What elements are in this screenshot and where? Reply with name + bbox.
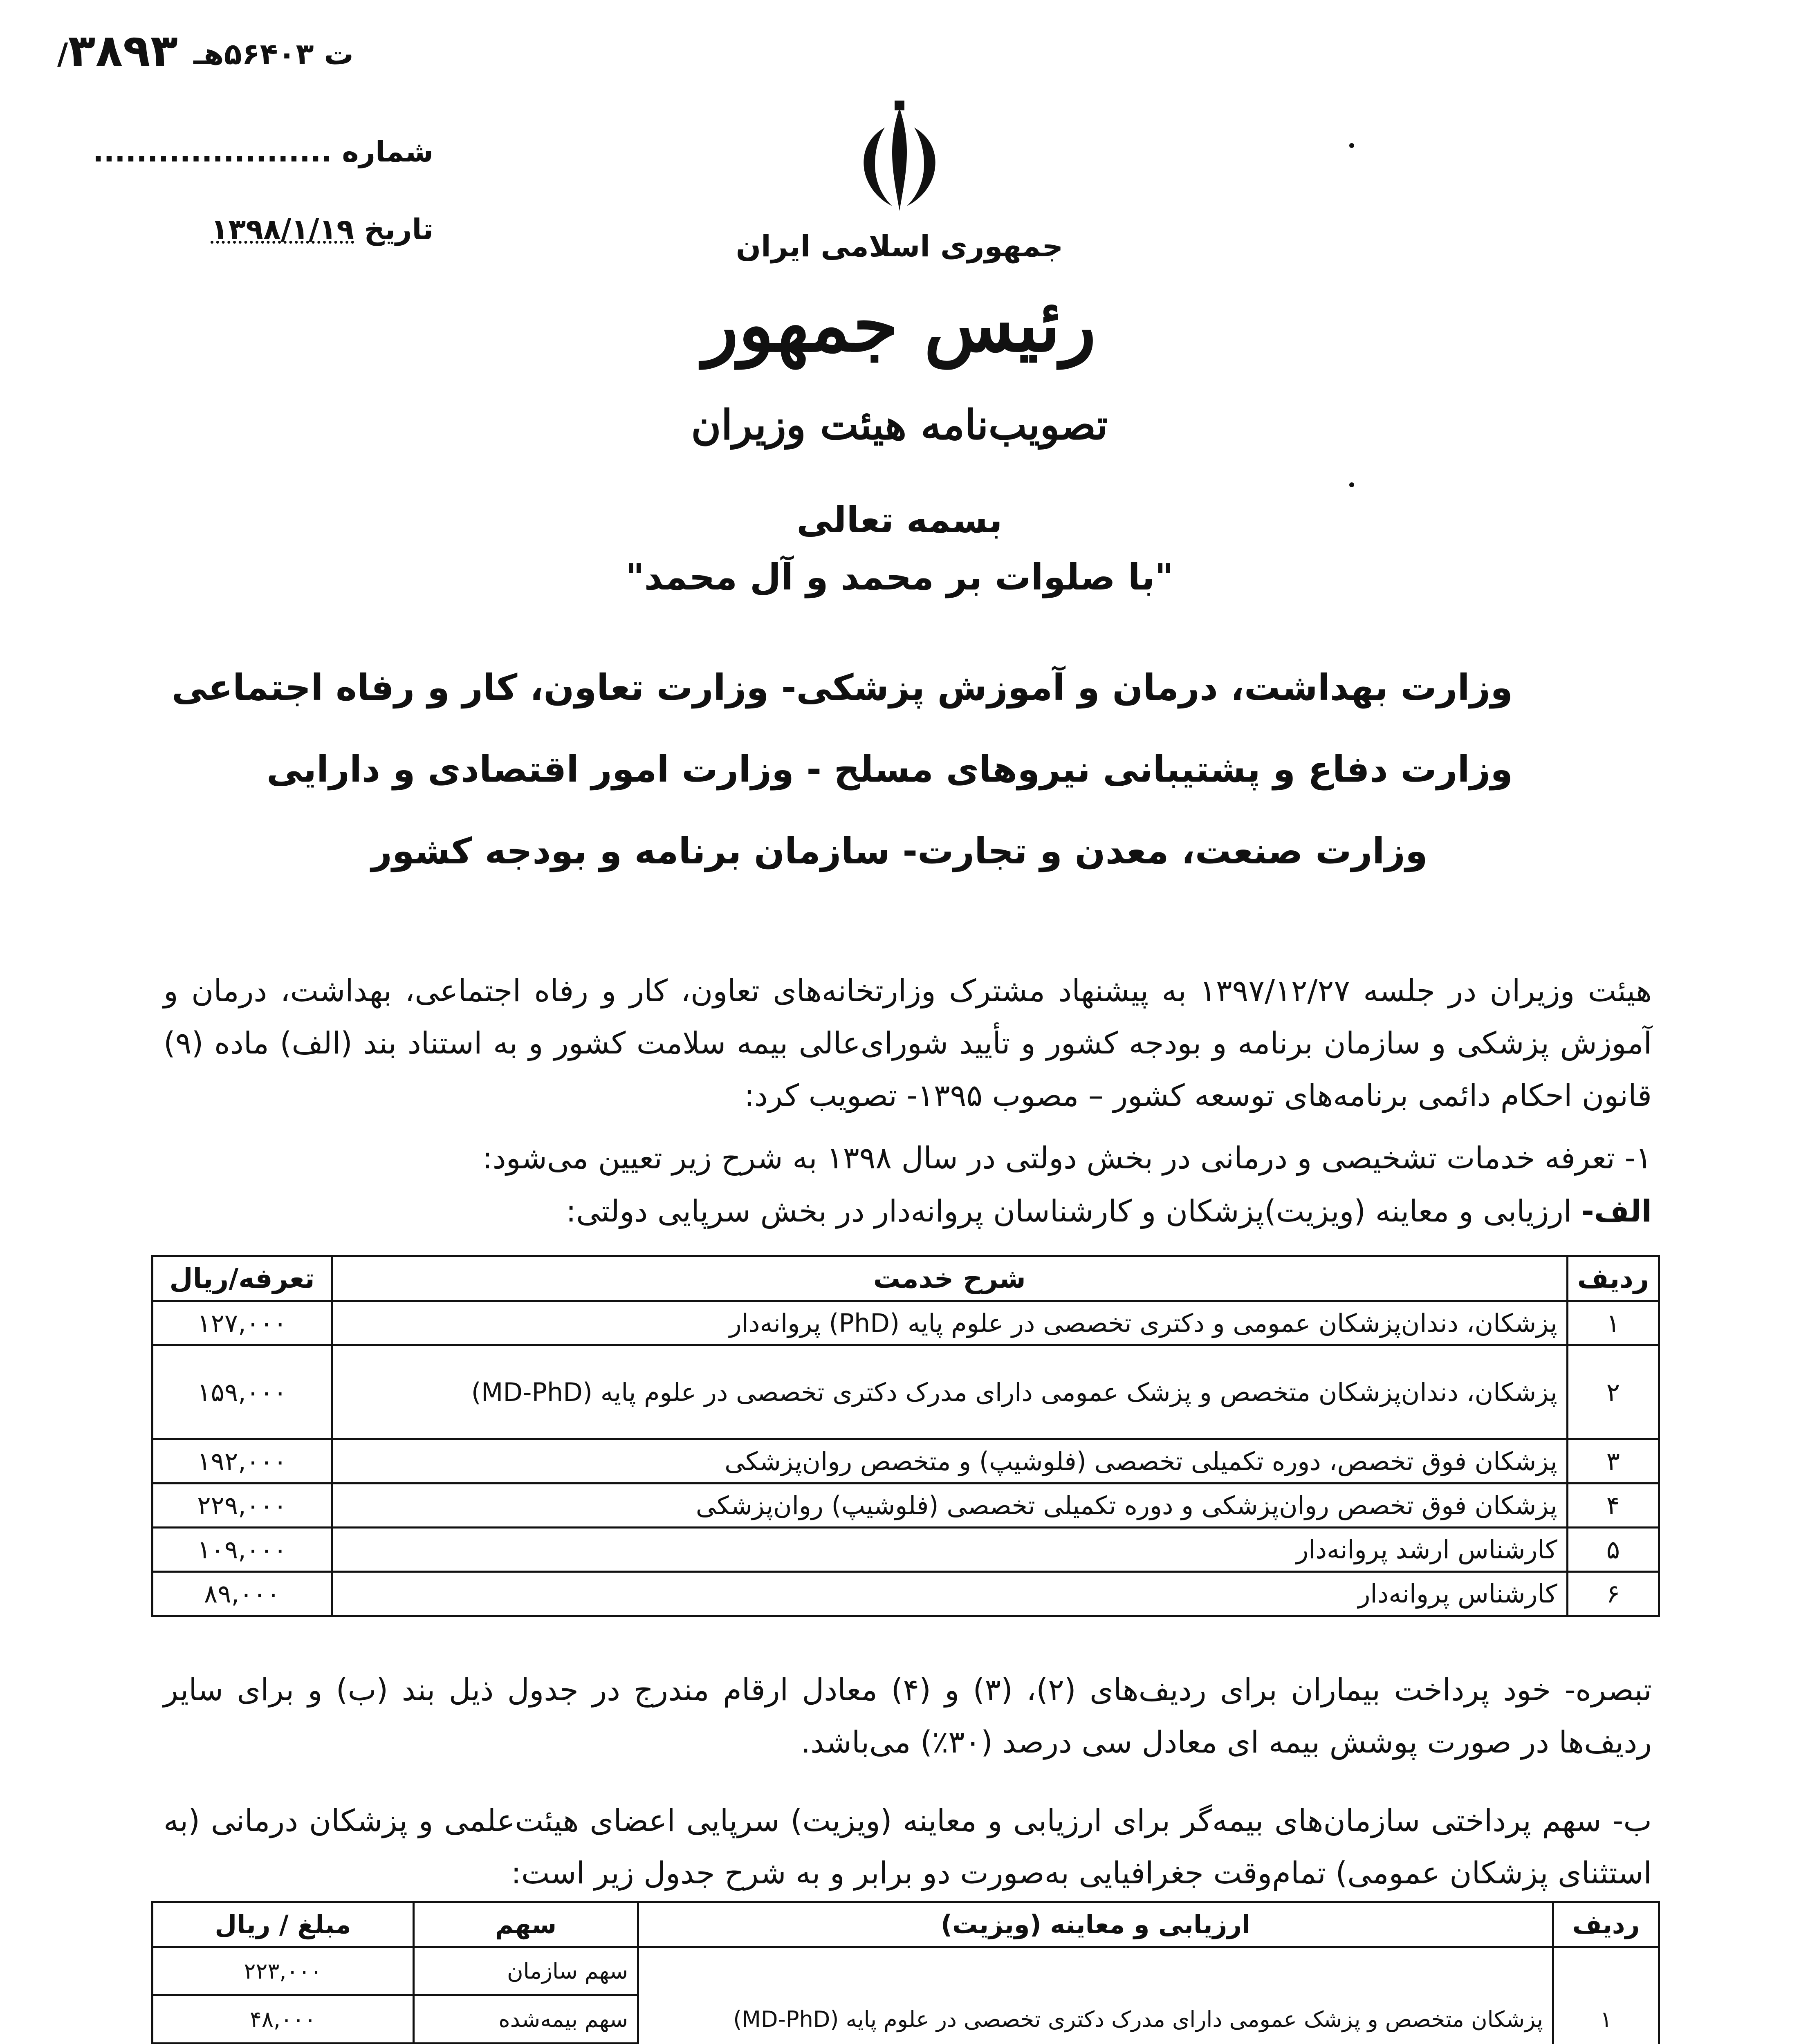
clause-1: ۱- تعرفه خدمات تشخیصی و درمانی در بخش دولتی در سال ۱۳۹۸ به شرح زیر تعیین می‌شود:: [482, 1141, 1652, 1176]
office-title: رئیس جمهور: [703, 282, 1096, 368]
service-description: پزشکان فوق تخصص، دوره تکمیلی تخصصی (فلوشیپ) و متخصص روان‌پزشکی: [332, 1439, 1568, 1484]
service-description: کارشناس ارشد پروانه‌دار: [332, 1528, 1568, 1572]
salutation: "با صلوات بر محمد و آل محمد": [625, 556, 1174, 598]
service-description: کارشناس پروانه‌دار: [332, 1572, 1568, 1616]
share-label: سهم بیمه‌شده: [414, 1995, 638, 2044]
row-number: ۴: [1567, 1484, 1659, 1528]
ministry-line-2: وزارت دفاع و پشتیبانی نیروهای مسلح - وزارت امور اقتصادی و دارایی: [266, 748, 1513, 790]
row-number: ۵: [1567, 1528, 1659, 1572]
serial-digits: ۳۸۹۳: [68, 25, 178, 77]
clause-alef-text: ارزیابی و معاینه (ویزیت)پزشکان و کارشناسان پروانه‌دار در بخش سرپایی دولتی:: [566, 1194, 1581, 1229]
share-label: سهم سازمان: [414, 1947, 638, 1995]
clause-be: ب- سهم پرداختی سازمان‌های بیمه‌گر برای ارزیابی و معاینه (ویزیت) سرپایی اعضای هیئت‌علمی و پزشکان درمانی (به استثنای پزشکان عمومی) تمام‌وقت جغرافیایی به‌صورت دو برابر و به شرح جدول زیر است:: [164, 1803, 1652, 1891]
number-value: ......................: [92, 135, 332, 168]
tariff-table: [151, 1255, 1660, 1617]
table-row: [153, 1439, 1659, 1484]
service-description: پزشکان، دندان‌پزشکان متخصص و پزشک عمومی دارای مدرک دکتری تخصصی در علوم پایه (MD-PhD): [332, 1345, 1568, 1439]
share-amount: ۲۲۳,۰۰۰: [153, 1947, 414, 1995]
column-header-row: ردیف: [1567, 1256, 1659, 1301]
table-row: [153, 1345, 1659, 1439]
column-header-desc: ارزیابی و معاینه (ویزیت): [638, 1902, 1553, 1947]
column-header-row: ردیف: [1553, 1902, 1659, 1947]
date-label: تاریخ: [364, 213, 433, 246]
tariff-amount: ۸۹,۰۰۰: [153, 1572, 332, 1616]
column-header-amount: مبلغ / ریال: [153, 1902, 414, 1947]
invocation: بسمه تعالی: [796, 499, 1003, 541]
date-line: [139, 213, 433, 246]
column-header-tariff: تعرفه/ریال: [153, 1256, 332, 1301]
document-type: تصویب‌نامه هیئت وزیران: [691, 401, 1108, 449]
number-line: [92, 135, 433, 168]
table-row: [153, 1484, 1659, 1528]
table-row: [153, 1528, 1659, 1572]
tariff-amount: ۱۲۷,۰۰۰: [153, 1301, 332, 1345]
tariff-amount: ۱۰۹,۰۰۰: [153, 1528, 332, 1572]
number-label: شماره: [342, 135, 433, 168]
serial-number: [57, 25, 366, 77]
scan-dot: [1349, 482, 1354, 487]
tariff-amount: ۱۵۹,۰۰۰: [153, 1345, 332, 1439]
iran-emblem-icon: [838, 98, 961, 221]
column-header-share: سهم: [414, 1902, 638, 1947]
table-row: [153, 1301, 1659, 1345]
ministry-line-1: وزارت بهداشت، درمان و آموزش پزشکی- وزارت تعاون، کار و رفاه اجتماعی: [171, 666, 1513, 708]
intro-paragraph: هیئت وزیران در جلسه ۱۳۹۷/۱۲/۲۷ به پیشنهاد مشترک وزارتخانه‌های تعاون، کار و رفاه اجتماعی، بهداشت، درمان و آموزش پزشکی و سازمان برنامه و بودجه کشور و تأیید شورای‌عالی بیمه سلامت کشور و به استناد بند (الف) ماده (۹) قانون احکام دائمی برنامه‌های توسعه کشور – مصوب ۱۳۹۵- تصویب کرد:: [164, 973, 1652, 1113]
row-number: ۲: [1567, 1345, 1659, 1439]
clause-alef-label: الف-: [1581, 1194, 1652, 1229]
tariff-amount: ۲۲۹,۰۰۰: [153, 1484, 332, 1528]
share-amount: ۴۸,۰۰۰: [153, 1995, 414, 2044]
row-number: ۳: [1567, 1439, 1659, 1484]
note-paragraph: تبصره- خود پرداخت بیماران برای ردیف‌های (۲)، (۳) و (۴) معادل ارقام مندرج در جدول ذیل بند (ب) و برای سایر ردیف‌ها در صورت پوشش بیمه ای معادل سی درصد (۳۰٪) می‌باشد.: [164, 1672, 1652, 1760]
visit-description: پزشکان متخصص و پزشک عمومی دارای مدرک دکتری تخصصی در علوم پایه (MD-PhD): [638, 1947, 1553, 2044]
country-title: جمهوری اسلامی ایران: [736, 229, 1063, 263]
row-number: ۶: [1567, 1572, 1659, 1616]
column-header-desc: شرح خدمت: [332, 1256, 1568, 1301]
table-row: [153, 1947, 1659, 1995]
service-description: پزشکان، دندان‌پزشکان عمومی و دکتری تخصصی در علوم پایه (PhD) پروانه‌دار: [332, 1301, 1568, 1345]
clause-alef: [164, 1194, 1652, 1229]
scan-dot: [1349, 143, 1354, 148]
ministry-line-3: وزارت صنعت، معدن و تجارت- سازمان برنامه و بودجه کشور: [371, 830, 1428, 872]
table-row: [153, 1572, 1659, 1616]
row-number: ۱: [1567, 1301, 1659, 1345]
row-number: ۱: [1553, 1947, 1659, 2044]
tariff-amount: ۱۹۲,۰۰۰: [153, 1439, 332, 1484]
service-description: پزشکان فوق تخصص روان‌پزشکی و دوره تکمیلی تخصصی (فلوشیپ) روان‌پزشکی: [332, 1484, 1568, 1528]
date-value: ۱۳۹۸/۱/۱۹: [211, 213, 354, 246]
reference-number: /ت ۵۶۴۰۳هـ: [57, 36, 354, 71]
insurance-share-table: [151, 1901, 1660, 2044]
